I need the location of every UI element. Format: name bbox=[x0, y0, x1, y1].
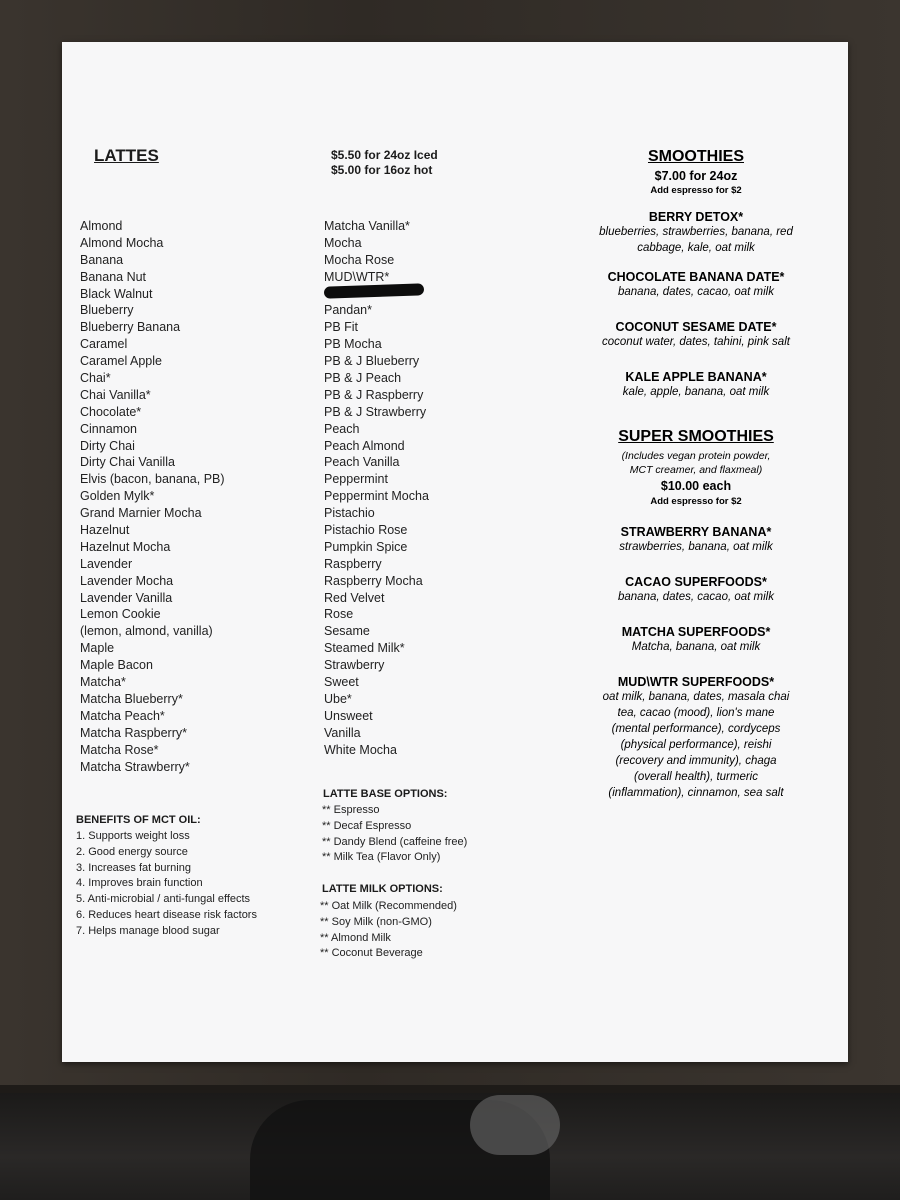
latte-item: Golden Mylk* bbox=[80, 489, 155, 504]
latte-item: White Mocha bbox=[324, 742, 397, 757]
super-smoothie-ingredients: (recovery and immunity), chaga bbox=[615, 755, 777, 767]
latte-item: PB Mocha bbox=[324, 337, 382, 352]
latte-item: Pistachio Rose bbox=[324, 523, 408, 538]
latte-item: Raspberry Mocha bbox=[324, 573, 423, 588]
latte-item: Almond Mocha bbox=[80, 235, 164, 250]
latte-item: Cinnamon bbox=[80, 421, 137, 436]
milk-options-list bbox=[320, 899, 457, 962]
latte-price-hot: $5.00 for 16oz hot bbox=[331, 163, 433, 177]
milk-option: ** Soy Milk (non-GMO) bbox=[320, 915, 432, 928]
latte-item: Banana bbox=[80, 252, 124, 267]
smoothie-name: CHOCOLATE BANANA DATE* bbox=[607, 270, 785, 284]
mct-item: 2. Good energy source bbox=[76, 845, 188, 858]
super-smoothies-includes: (Includes vegan protein powder, bbox=[621, 450, 771, 462]
milk-option: ** Almond Milk bbox=[320, 931, 391, 944]
smoothie-name: BERRY DETOX* bbox=[648, 210, 744, 224]
latte-item: Ube* bbox=[324, 691, 352, 706]
super-smoothie-ingredients: oat milk, banana, dates, masala chai bbox=[602, 691, 790, 703]
latte-item: PB & J Blueberry bbox=[324, 354, 420, 369]
super-smoothies-heading: SUPER SMOOTHIES bbox=[618, 428, 774, 445]
base-options-heading: LATTE BASE OPTIONS: bbox=[323, 788, 448, 800]
smoothies-heading: SMOOTHIES bbox=[647, 148, 744, 165]
latte-item: Steamed Milk* bbox=[324, 641, 405, 656]
base-option: ** Espresso bbox=[322, 804, 380, 816]
super-smoothies-includes: MCT creamer, and flaxmeal) bbox=[629, 464, 763, 476]
smoothies-espresso-note: Add espresso for $2 bbox=[650, 185, 742, 196]
latte-item: Maple Bacon bbox=[80, 658, 153, 673]
latte-item: Dirty Chai Vanilla bbox=[80, 455, 175, 470]
base-options-list bbox=[322, 803, 467, 866]
latte-item: Hazelnut bbox=[80, 523, 130, 538]
latte-item: Matcha Rose* bbox=[80, 742, 159, 757]
latte-item: (lemon, almond, vanilla) bbox=[80, 624, 213, 639]
super-smoothie-name: STRAWBERRY BANANA* bbox=[620, 525, 772, 539]
smoothie-ingredients: kale, apple, banana, oat milk bbox=[622, 386, 770, 398]
latte-item: Red Velvet bbox=[324, 590, 385, 605]
latte-item: Matcha Vanilla* bbox=[324, 219, 410, 233]
smoothie-ingredients: banana, dates, cacao, oat milk bbox=[618, 286, 774, 298]
latte-item: Strawberry bbox=[324, 658, 385, 673]
super-smoothie-ingredients: (mental performance), cordyceps bbox=[611, 723, 781, 735]
latte-item: Chai Vanilla* bbox=[80, 387, 151, 402]
super-smoothies-price: $10.00 each bbox=[660, 479, 732, 493]
super-smoothie-ingredients: (physical performance), reishi bbox=[620, 739, 772, 751]
latte-price-iced: $5.50 for 24oz Iced bbox=[331, 148, 438, 162]
latte-item: Chai* bbox=[80, 371, 111, 386]
latte-item: Matcha Raspberry* bbox=[80, 725, 187, 740]
latte-item: Mocha bbox=[324, 235, 362, 250]
latte-item: Pandan* bbox=[324, 303, 372, 318]
smoothies-price: $7.00 for 24oz bbox=[654, 169, 738, 183]
base-option: ** Milk Tea (Flavor Only) bbox=[322, 851, 441, 864]
latte-item: Raspberry bbox=[324, 556, 382, 571]
latte-item: Sweet bbox=[324, 675, 359, 690]
base-option: ** Decaf Espresso bbox=[322, 819, 412, 832]
menu-sheet bbox=[62, 42, 848, 1062]
latte-item: Dirty Chai bbox=[80, 438, 135, 453]
latte-item: Matcha Strawberry* bbox=[80, 759, 190, 774]
super-smoothie-name: CACAO SUPERFOODS* bbox=[625, 575, 767, 589]
super-smoothie-ingredients: (inflammation), cinnamon, sea salt bbox=[608, 787, 784, 799]
mct-item: 6. Reduces heart disease risk factors bbox=[76, 908, 257, 921]
latte-item: Grand Marnier Mocha bbox=[80, 506, 202, 521]
super-smoothie-ingredients: tea, cacao (mood), lion's mane bbox=[617, 707, 775, 719]
latte-list-1 bbox=[80, 218, 310, 775]
milk-option: ** Coconut Beverage bbox=[320, 947, 423, 960]
latte-list-2 bbox=[324, 218, 554, 759]
latte-item: Lavender bbox=[80, 556, 133, 571]
smoothie-name: COCONUT SESAME DATE* bbox=[615, 320, 777, 334]
super-smoothie-name: MATCHA SUPERFOODS* bbox=[621, 625, 771, 639]
smoothies-column bbox=[560, 148, 832, 801]
super-smoothie-ingredients: (overall health), turmeric bbox=[634, 771, 758, 783]
latte-item: PB & J Strawberry bbox=[324, 404, 427, 419]
latte-item: Mocha Rose bbox=[324, 252, 395, 267]
latte-item: Peach bbox=[324, 421, 360, 436]
latte-item: Blueberry bbox=[80, 303, 134, 318]
latte-item: Peach Almond bbox=[324, 438, 405, 453]
mct-item: 4. Improves brain function bbox=[76, 877, 203, 890]
mct-item: 1. Supports weight loss bbox=[76, 830, 190, 842]
latte-item: Banana Nut bbox=[80, 269, 147, 284]
latte-item: Matcha Peach* bbox=[80, 708, 165, 723]
latte-item: Peppermint bbox=[324, 472, 388, 487]
latte-item: Lavender Mocha bbox=[80, 573, 174, 588]
latte-item: Black Walnut bbox=[80, 286, 153, 301]
super-smoothie-ingredients: strawberries, banana, oat milk bbox=[619, 541, 773, 553]
table-edge bbox=[0, 1085, 900, 1093]
mct-item: 5. Anti-microbial / anti-fungal effects bbox=[76, 893, 251, 906]
smoothie-ingredients: cabbage, kale, oat milk bbox=[637, 242, 755, 254]
mct-item: 3. Increases fat burning bbox=[76, 861, 191, 874]
smoothie-name: KALE APPLE BANANA* bbox=[625, 370, 767, 384]
milk-option: ** Oat Milk (Recommended) bbox=[320, 900, 457, 912]
latte-item: Lemon Cookie bbox=[80, 607, 161, 622]
latte-item: Lavender Vanilla bbox=[80, 590, 173, 605]
latte-item: PB Fit bbox=[324, 320, 359, 335]
base-option: ** Dandy Blend (caffeine free) bbox=[322, 835, 468, 848]
latte-item: MUD\WTR* bbox=[324, 269, 390, 284]
super-smoothie-ingredients: banana, dates, cacao, oat milk bbox=[618, 591, 774, 603]
milk-options-heading: LATTE MILK OPTIONS: bbox=[322, 883, 443, 895]
latte-item: Sesame bbox=[324, 624, 370, 639]
mct-heading: BENEFITS OF MCT OIL: bbox=[76, 814, 201, 826]
latte-item: Caramel bbox=[80, 337, 128, 352]
latte-item: Pistachio bbox=[324, 506, 375, 521]
latte-item: PB & J Raspberry bbox=[324, 387, 424, 402]
super-smoothies-espresso-note: Add espresso for $2 bbox=[650, 496, 742, 507]
shoe-toe bbox=[470, 1095, 560, 1155]
latte-item: PB & J Peach bbox=[324, 371, 402, 386]
latte-item: Rose bbox=[324, 607, 354, 622]
lattes-heading: LATTES bbox=[94, 146, 159, 165]
super-smoothie-name: MUD\WTR SUPERFOODS* bbox=[617, 675, 775, 689]
latte-item: Elvis (bacon, banana, PB) bbox=[80, 472, 225, 487]
latte-item: Matcha* bbox=[80, 675, 126, 690]
super-smoothie-ingredients: Matcha, banana, oat milk bbox=[631, 641, 761, 653]
latte-item: Pumpkin Spice bbox=[324, 539, 408, 554]
latte-item: Blueberry Banana bbox=[80, 320, 181, 335]
mct-item: 7. Helps manage blood sugar bbox=[76, 924, 220, 937]
latte-item: Vanilla bbox=[324, 725, 361, 740]
latte-item: Maple bbox=[80, 641, 115, 656]
latte-item: Hazelnut Mocha bbox=[80, 539, 171, 554]
latte-item: Unsweet bbox=[324, 708, 373, 723]
latte-item: Chocolate* bbox=[80, 404, 142, 419]
latte-item: Matcha Blueberry* bbox=[80, 691, 183, 706]
latte-item: Almond bbox=[80, 219, 123, 233]
smoothie-ingredients: blueberries, strawberries, banana, red bbox=[599, 226, 793, 238]
latte-item: Peach Vanilla bbox=[324, 455, 400, 470]
mct-list bbox=[76, 829, 257, 940]
smoothie-ingredients: coconut water, dates, tahini, pink salt bbox=[602, 336, 790, 348]
latte-item: Caramel Apple bbox=[80, 354, 162, 369]
latte-item: Peppermint Mocha bbox=[324, 489, 429, 504]
